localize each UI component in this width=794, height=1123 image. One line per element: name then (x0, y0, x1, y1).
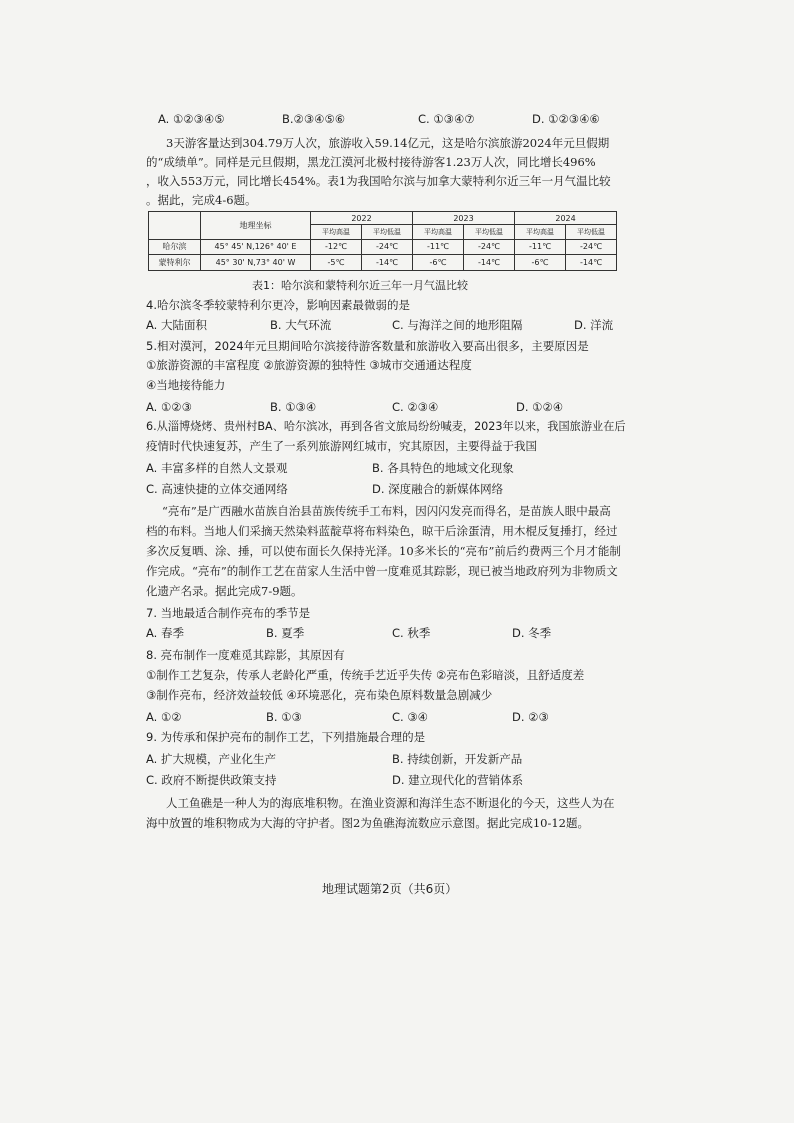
q9-option-b: B. 持续创新，开发新产品 (392, 752, 523, 766)
intro2-line3: 多次反复晒、涂、捶，可以使布面长久保持光泽。10多米长的“亮布”前后约费两三个月才能制 (146, 544, 621, 558)
q4-option-c: C. 与海洋之间的地形阻隔 (392, 318, 523, 332)
q9-stem: 9. 为传承和保护亮布的制作工艺，下列措施最合理的是 (146, 730, 426, 744)
intro1-line1: 3天游客量达到304.79万人次，旅游收入59.14亿元，这是哈尔滨旅游2024年元旦假期 (166, 136, 610, 150)
q5-option-d: D. ①②④ (516, 400, 564, 414)
table-coord: 45° 45' N,126° 40' E (201, 239, 311, 255)
q4-option-b: B. 大气环流 (270, 318, 332, 332)
intro3-line2: 海中放置的堆积物成为大海的守护者。图2为鱼礁海流数应示意图。据此完成10-12题。 (146, 816, 589, 830)
intro2-line5: 化遗产名录。据此完成7-9题。 (146, 584, 303, 598)
table-row (149, 239, 617, 255)
table-cell: -24℃ (362, 239, 413, 255)
table-corner (149, 212, 201, 240)
q3-option-b: B.②③④⑤⑥ (282, 112, 346, 126)
q8-option-d: D. ②③ (512, 710, 549, 724)
q3-option-c: C. ①③④⑦ (418, 112, 475, 126)
q7-option-a: A. 春季 (146, 626, 184, 640)
q7-option-d: D. 冬季 (512, 626, 552, 640)
q5-stem: 5.相对漠河，2024年元旦期间哈尔滨接待游客数量和旅游收入要高出很多，主要原因是 (146, 339, 589, 353)
table-sub-high: 平均高温 (515, 225, 566, 239)
q5-line3: ④当地接待能力 (146, 378, 226, 392)
intro2-line1: “亮布”是广西融水苗族自治县苗族传统手工布料，因闪闪发亮而得名，是苗族人眼中最高 (162, 504, 611, 518)
q3-option-a: A. ①②③④⑤ (158, 112, 225, 126)
q7-option-c: C. 秋季 (392, 626, 431, 640)
q6-line2: 疫情时代快速复苏，产生了一系列旅游网红城市，究其原因，主要得益于我国 (146, 439, 537, 453)
table-cell: -14℃ (566, 255, 617, 271)
table-cell: -6℃ (413, 255, 464, 271)
q8-option-a: A. ①② (146, 710, 182, 724)
intro1-line3: ，收入553万元，同比增长454%。表1为我国哈尔滨与加拿大蒙特利尔近三年一月气温比较 (146, 174, 611, 188)
table-cell: -5℃ (311, 255, 362, 271)
q9-option-d: D. 建立现代化的营销体系 (392, 773, 524, 787)
q6-option-b: B. 各具特色的地域文化现象 (372, 461, 514, 475)
table-sub-high: 平均高温 (413, 225, 464, 239)
table-sub-high: 平均高温 (311, 225, 362, 239)
table-cell: -14℃ (362, 255, 413, 271)
table-sub-low: 平均低温 (566, 225, 617, 239)
q7-option-b: B. 夏季 (266, 626, 305, 640)
table-sub-low: 平均低温 (464, 225, 515, 239)
q9-option-a: A. 扩大规模，产业化生产 (146, 752, 276, 766)
table-cell: -24℃ (464, 239, 515, 255)
intro2-line2: 档的布料。当地人们采摘天然染料蓝靛草将布料染色，晾干后涂蛋清，用木棍反复捶打，经过 (146, 524, 618, 538)
table-cell: -12℃ (311, 239, 362, 255)
table-header-row (149, 212, 617, 225)
q5-option-c: C. ②③④ (392, 400, 439, 414)
table-coord: 45° 30' N,73° 40' W (201, 255, 311, 271)
q4-option-d: D. 洋流 (574, 318, 614, 332)
table-year-2022: 2022 (311, 212, 413, 225)
table-cell: -11℃ (413, 239, 464, 255)
table-caption: 表1：哈尔滨和蒙特利尔近三年一月气温比较 (252, 279, 468, 292)
table-cell: -11℃ (515, 239, 566, 255)
table-year-2024: 2024 (515, 212, 617, 225)
table-year-2023: 2023 (413, 212, 515, 225)
intro1-line2: 的“成绩单”。同样是元旦假期，黑龙江漠河北极村接待游客1.23万人次，同比增长496% (146, 155, 596, 169)
q3-option-d: D. ①②③④⑥ (532, 112, 600, 126)
q5-option-b: B. ①③④ (270, 400, 317, 414)
page-footer: 地理试题第2页（共6页） (322, 882, 458, 896)
table-cell: -24℃ (566, 239, 617, 255)
q6-option-c: C. 高速快捷的立体交通网络 (146, 482, 288, 496)
q8-option-b: B. ①③ (266, 710, 302, 724)
table-header-coord: 地理坐标 (201, 212, 311, 240)
q5-line2: ①旅游资源的丰富程度 ②旅游资源的独特性 ③城市交通通达程度 (146, 358, 472, 372)
q6-option-a: A. 丰富多样的自然人文景观 (146, 461, 288, 475)
q4-option-a: A. 大陆面积 (146, 318, 207, 332)
table-cell: -6℃ (515, 255, 566, 271)
climate-table (148, 211, 617, 271)
q8-option-c: C. ③④ (392, 710, 428, 724)
q8-stem: 8. 亮布制作一度难觅其踪影，其原因有 (146, 648, 345, 662)
intro2-line4: 作完成。“亮布”的制作工艺在苗家人生活中曾一度难觅其踪影，现已被当地政府列为非物质文 (146, 564, 618, 578)
table-cell: -14℃ (464, 255, 515, 271)
q4-stem: 4.哈尔滨冬季较蒙特利尔更冷，影响因素最微弱的是 (146, 298, 410, 312)
q6-stem: 6.从淄博烧烤、贵州村BA、哈尔滨冰，再到各省文旅局纷纷喊麦，2023年以来，我国旅游业在后 (146, 420, 626, 433)
intro1-line4: 。据此，完成4-6题。 (146, 193, 257, 207)
q8-line3: ③制作亮布，经济效益较低 ④环境恶化，亮布染色原料数量急剧减少 (146, 688, 493, 702)
q7-stem: 7. 当地最适合制作亮布的季节是 (146, 606, 311, 620)
q9-option-c: C. 政府不断提供政策支持 (146, 773, 277, 787)
table-sub-low: 平均低温 (362, 225, 413, 239)
q5-option-a: A. ①②③ (146, 400, 192, 414)
q8-line2: ①制作工艺复杂，传承人老龄化严重，传统手艺近乎失传 ②亮布色彩暗淡，且舒适度差 (146, 668, 585, 682)
table-row (149, 255, 617, 271)
q6-option-d: D. 深度融合的新媒体网络 (372, 482, 504, 496)
intro3-line1: 人工鱼礁是一种人为的海底堆积物。在渔业资源和海洋生态不断退化的今天，这些人为在 (166, 796, 615, 810)
table-city: 哈尔滨 (149, 239, 201, 255)
table-city: 蒙特利尔 (149, 255, 201, 271)
